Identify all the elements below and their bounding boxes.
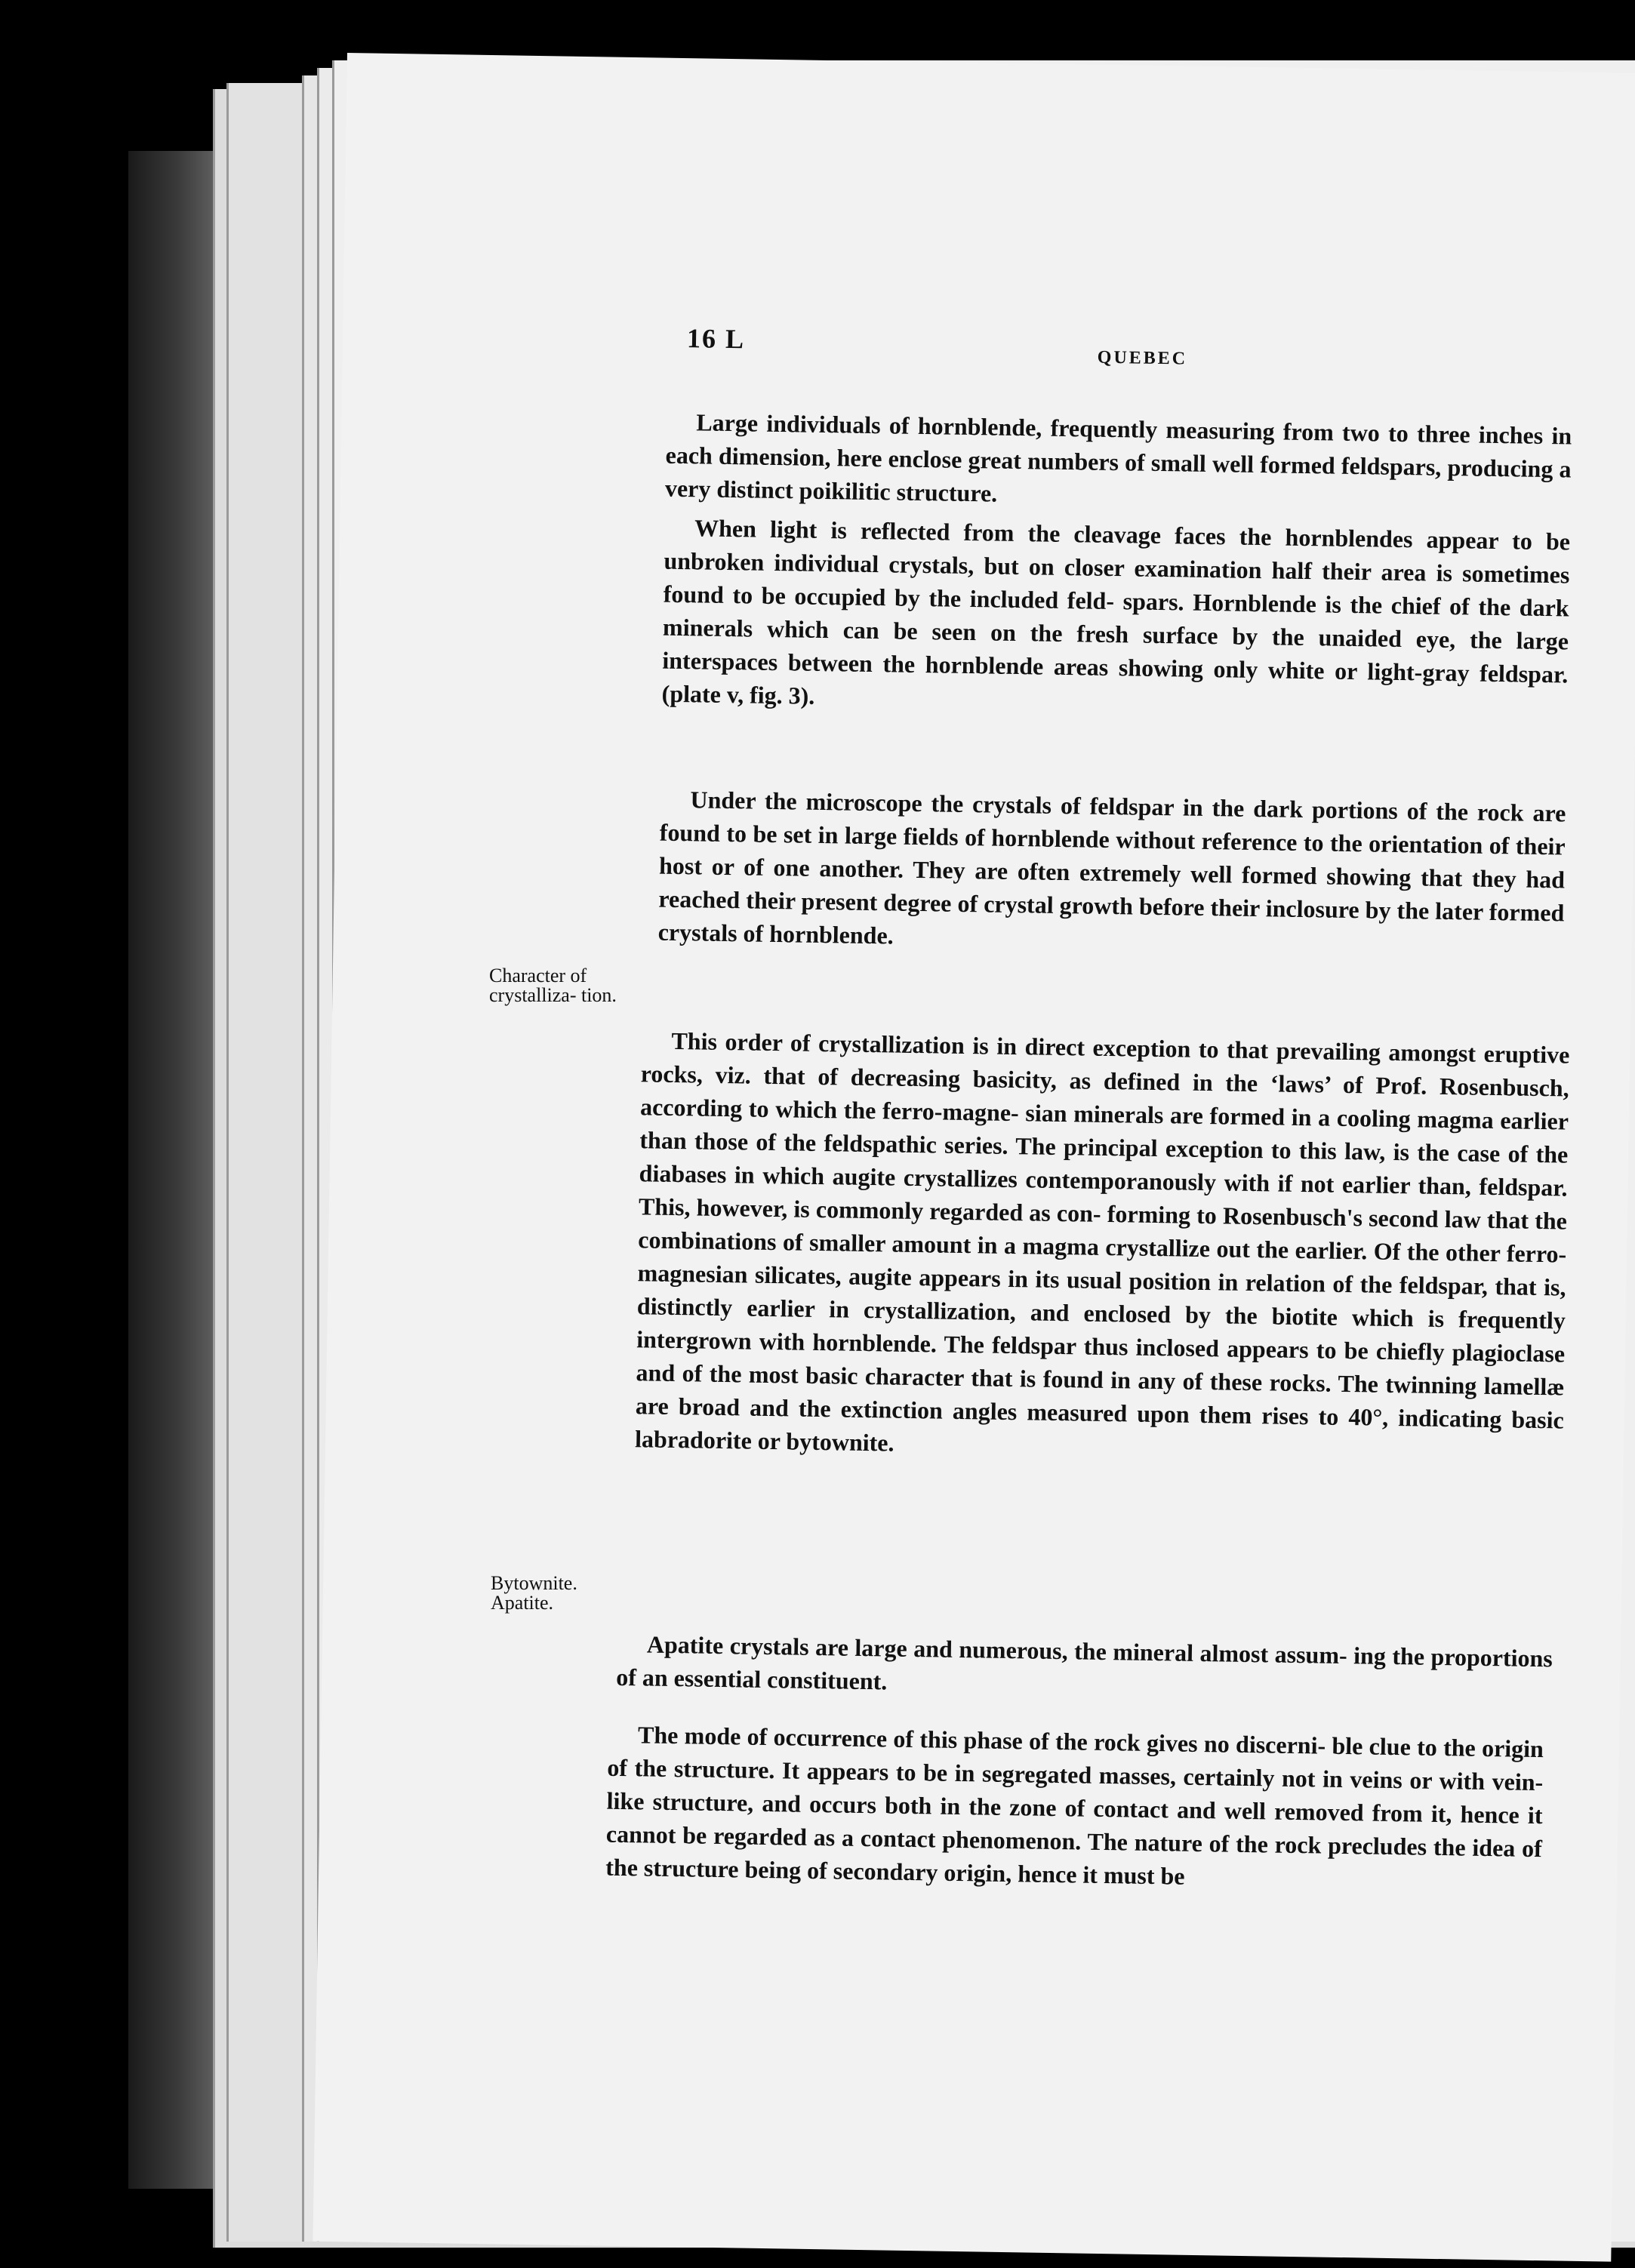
margin-note-bytownite-apatite: Bytownite. Apatite. [491, 1572, 577, 1614]
paragraph-5: Apatite crystals are large and numerous, the mineral almost assum- ing the proportions of an essential constituent. [615, 1630, 1553, 1695]
paragraph-1: Large individuals of hornblende, frequently measuring from two to three inches in each dimension, here enclose great numbers of small well formed feldspars, producing a very distinct poikilitic structure. [664, 408, 1572, 507]
page-number: 16 L [686, 323, 746, 355]
margin-note-crystallization: Character of crystalliza- tion. [489, 965, 617, 1006]
paragraph-4: This order of crystallization is in direct exception to that prevailing amongst eruptive rocks, viz. that of decreasing basicity, as defined in the ‘laws’ of Prof. Rosenbusch, according to which the ferro-magne- sian minerals are formed in a cooling magma earlier than those of the feldspathic series. The principal exception to this law, is the case of the diabases in which augite crystallizes contemporanously with if not earlier than, feldspar. This, however, is commonly regarded as con- forming to Rosenbusch's second law that the combinations of smaller amount in a magma crystallize out the earlier. Of the other ferro- magnesian silicates, augite appears in its usual position in relation of the feldspar, that is, distinctly earlier in crystallization, and enclosed by the biotite which is frequently intergrown with hornblende. The feldspar thus inclosed appears to be chiefly plagioclase and of the most basic character that is found in any of these rocks. The twinning lamellæ are broad and the extinction angles measured upon them rises to 40°, indicating basic labradorite or bytownite. [634, 1026, 1570, 1457]
paragraph-2: When light is reflected from the cleavage faces the hornblendes appear to be unbroken individual crystals, but on closer examination half their area is sometimes found to be occupied by the included feld- spars. Hornblende is the chief of the dark minerals which can be seen on the fresh surface by the unaided eye, the large interspaces between the hornblende areas showing only white or light-gray feldspar. (plate v, fig. 3). [661, 514, 1571, 709]
running-head: QUEBEC [1097, 347, 1188, 369]
book-binding [128, 151, 226, 2189]
document-page [313, 53, 1635, 2262]
paragraph-3: Under the microscope the crystals of feldspar in the dark portions of the rock are found to be set in large fields of hornblende without reference to the orientation of their host or of one another. They are often extremely well formed showing that they had reached their present degree of crystal growth before their inclosure by the later formed crystals of hornblende. [657, 786, 1566, 949]
paragraph-6: The mode of occurrence of this phase of the rock gives no discerni- ble clue to the origin of the structure. It appears to be in segregated masses, certainly not in veins or with vein-like structure, and occurs both in the zone of contact and well removed from it, hence it cannot be regarded as a contact phenomenon. The nature of the rock precludes the idea of the structure being of secondary origin, hence it must be [605, 1721, 1544, 1890]
